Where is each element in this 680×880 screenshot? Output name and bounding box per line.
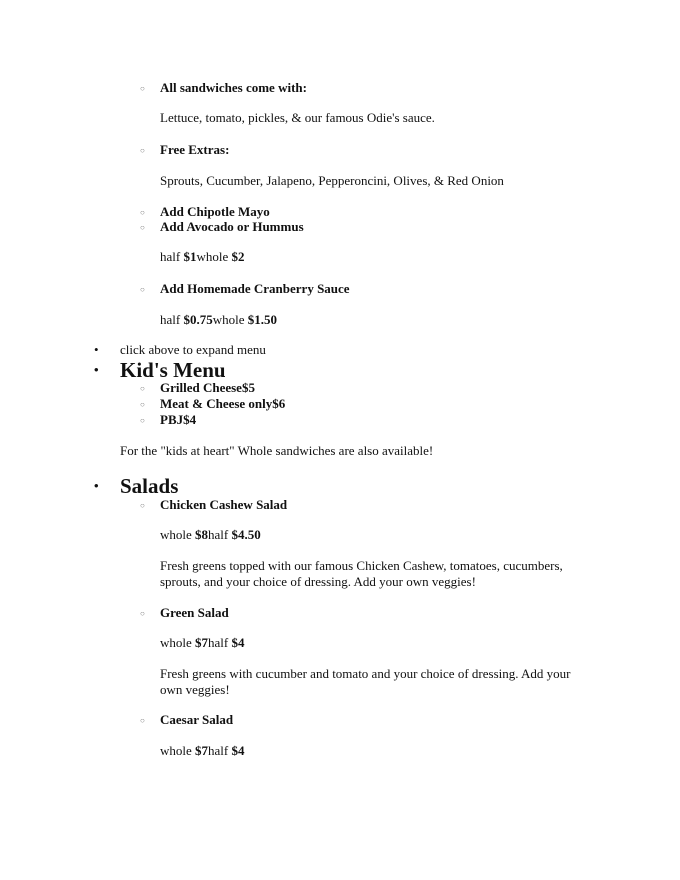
salad-name: ○ Green Salad (160, 605, 229, 621)
salad-description: own veggies! (160, 682, 230, 697)
free-extras-heading: ○ Free Extras: (160, 142, 229, 158)
salad-name: ○ Caesar Salad (160, 712, 233, 728)
salads-heading[interactable]: • Salads (120, 474, 178, 498)
kids-menu-heading[interactable]: • Kid's Menu (120, 358, 226, 382)
salad-description: sprouts, and your choice of dressing. Add your own veggies! (160, 574, 476, 589)
kids-item: ○ Meat & Cheese only$6 (160, 396, 285, 412)
expand-menu-link[interactable]: • click above to expand menu (120, 342, 266, 358)
cranberry-price: half $0.75whole $1.50 (160, 312, 277, 327)
salad-name: ○ Chicken Cashew Salad (160, 497, 287, 513)
free-extras-text: Sprouts, Cucumber, Jalapeno, Pepperoncini, Olives, & Red Onion (160, 173, 504, 188)
comes-with-heading: ○ All sandwiches come with: (160, 80, 307, 96)
chipotle-item: ○ Add Chipotle Mayo (160, 204, 270, 220)
salad-price: whole $8half $4.50 (160, 527, 261, 542)
comes-with-text: Lettuce, tomato, pickles, & our famous Odie's sauce. (160, 110, 435, 125)
salad-description: Fresh greens with cucumber and tomato and your choice of dressing. Add your (160, 666, 571, 681)
kids-item: ○ Grilled Cheese$5 (160, 380, 255, 396)
kids-item: ○ PBJ$4 (160, 412, 196, 428)
salad-description: Fresh greens topped with our famous Chicken Cashew, tomatoes, cucumbers, (160, 558, 563, 573)
avocado-item: ○ Add Avocado or Hummus (160, 219, 304, 235)
salad-price: whole $7half $4 (160, 635, 245, 650)
avocado-price: half $1whole $2 (160, 249, 245, 264)
salad-price: whole $7half $4 (160, 743, 245, 758)
cranberry-item: ○ Add Homemade Cranberry Sauce (160, 281, 350, 297)
kids-note: For the "kids at heart" Whole sandwiches are also available! (120, 443, 434, 458)
